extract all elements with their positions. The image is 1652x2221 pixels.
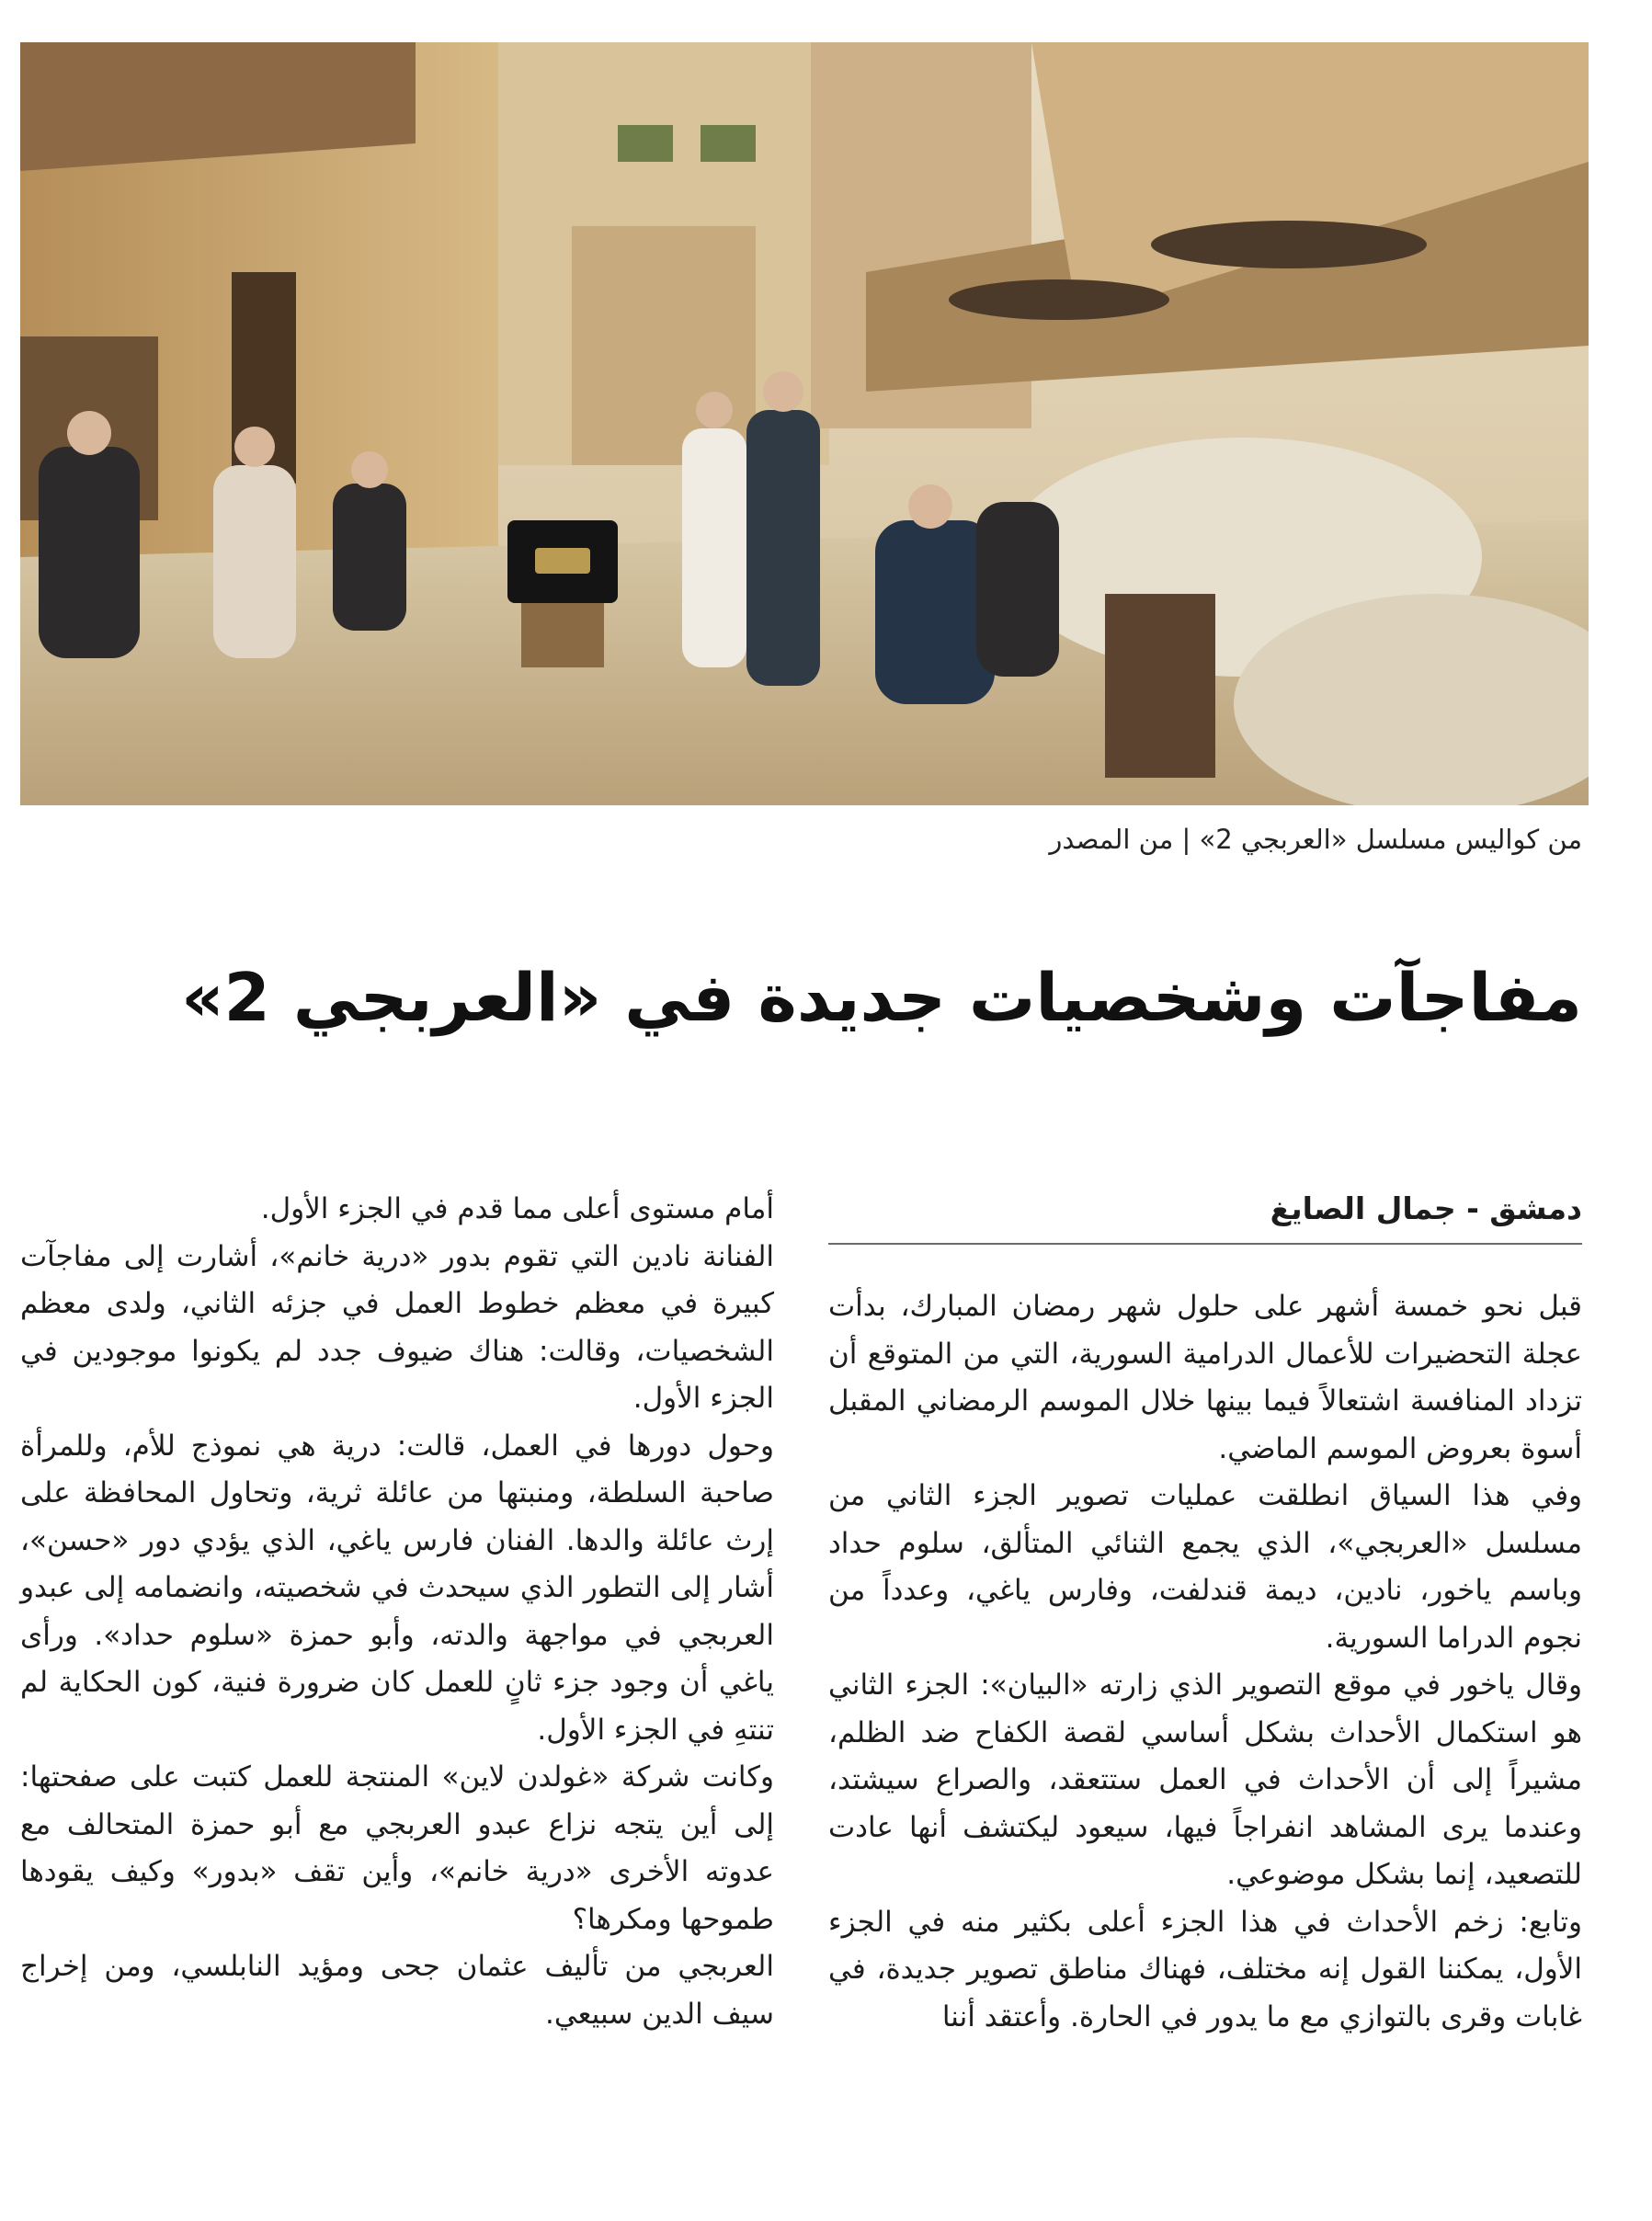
- article-photo: [20, 42, 1589, 805]
- article-headline: مفاجآت وشخصيات جديدة في «العربجي 2»: [181, 959, 1582, 1036]
- paragraph: وفي هذا السياق انطلقت عمليات تصوير الجزء الثاني من مسلسل «العربجي»، الذي يجمع الثنائي المتألق، سلوم حداد وباسم ياخور، نادين، ديمة قندلفت، وفارس ياغي، وعدداً من نجوم الدراما السورية.: [828, 1479, 1582, 1655]
- article-column-right: [828, 1186, 1582, 2041]
- paragraph: أمام مستوى أعلى مما قدم في الجزء الأول.: [260, 1192, 774, 1225]
- paragraph: وحول دورها في العمل، قالت: درية هي نموذج للأم، وللمرأة صاحبة السلطة، ومنبتها من عائلة ثرية، وتحاول المحافظة على إرث عائلة والدها. الفنان فارس ياغي، الذي يؤدي دور «حسن»، أشار إلى التطور الذي سيحدث في شخصيته، وانضمامه إلى عبدو العربجي في مواجهة والدته، وأبو حمزة «سلوم حداد». ورأى ياغي أن وجود جزء ثانٍ للعمل كان ضرورة فنية، كون الحكاية لم تنتهِ في الجزء الأول.: [20, 1429, 774, 1747]
- article-column-left: [20, 1186, 774, 2038]
- paragraph: قبل نحو خمسة أشهر على حلول شهر رمضان المبارك، بدأت عجلة التحضيرات للأعمال الدرامية السورية، التي من المتوقع أن تزداد المنافسة اشتعالاً فيما بينها خلال الموسم الرمضاني المقبل أسوة بعروض الموسم الماضي.: [828, 1290, 1582, 1465]
- street-scene-photo: [20, 42, 1589, 805]
- paragraph: وقال ياخور في موقع التصوير الذي زارته «البيان»: الجزء الثاني هو استكمال الأحداث بشكل أساسي لقصة الكفاح ضد الظلم، مشيراً إلى أن الأحداث في العمل ستتعقد، والصراع سيشتد، وعندما يرى المشاهد انفراجاً فيها، سيعود ليكتشف أنها عادت للتصعيد، إنما بشكل موضوعي.: [828, 1669, 1582, 1891]
- paragraph: الفنانة نادين التي تقوم بدور «درية خانم»، أشارت إلى مفاجآت كبيرة في معظم خطوط العمل في جزئه الثاني، ولدى معظم الشخصيات، وقالت: هناك ضيوف جدد لم يكونوا موجودين في الجزء الأول.: [20, 1239, 774, 1415]
- photo-caption: من كواليس مسلسل «العربجي 2» | من المصدر: [1049, 824, 1582, 855]
- byline: دمشق - جمال الصايغ: [828, 1186, 1582, 1245]
- paragraph: العربجي من تأليف عثمان جحى ومؤيد النابلسي، ومن إخراج سيف الدين سبيعي.: [20, 1950, 774, 2031]
- paragraph: وكانت شركة «غولدن لاين» المنتجة للعمل كتبت على صفحتها: إلى أين يتجه نزاع عبدو العربجي مع أبو حمزة المتحالف مع عدوته الأخرى «درية خانم»، وأين تقف «بدور» وكيف يقودها طموحها ومكرها؟: [20, 1760, 774, 1936]
- paragraph: وتابع: زخم الأحداث في هذا الجزء أعلى بكثير منه في الجزء الأول، يمكننا القول إنه مختلف، فهناك مناطق تصوير جديدة، في غابات وقرى بالتوازي مع ما يدور في الحارة. وأعتقد أننا: [828, 1905, 1582, 2033]
